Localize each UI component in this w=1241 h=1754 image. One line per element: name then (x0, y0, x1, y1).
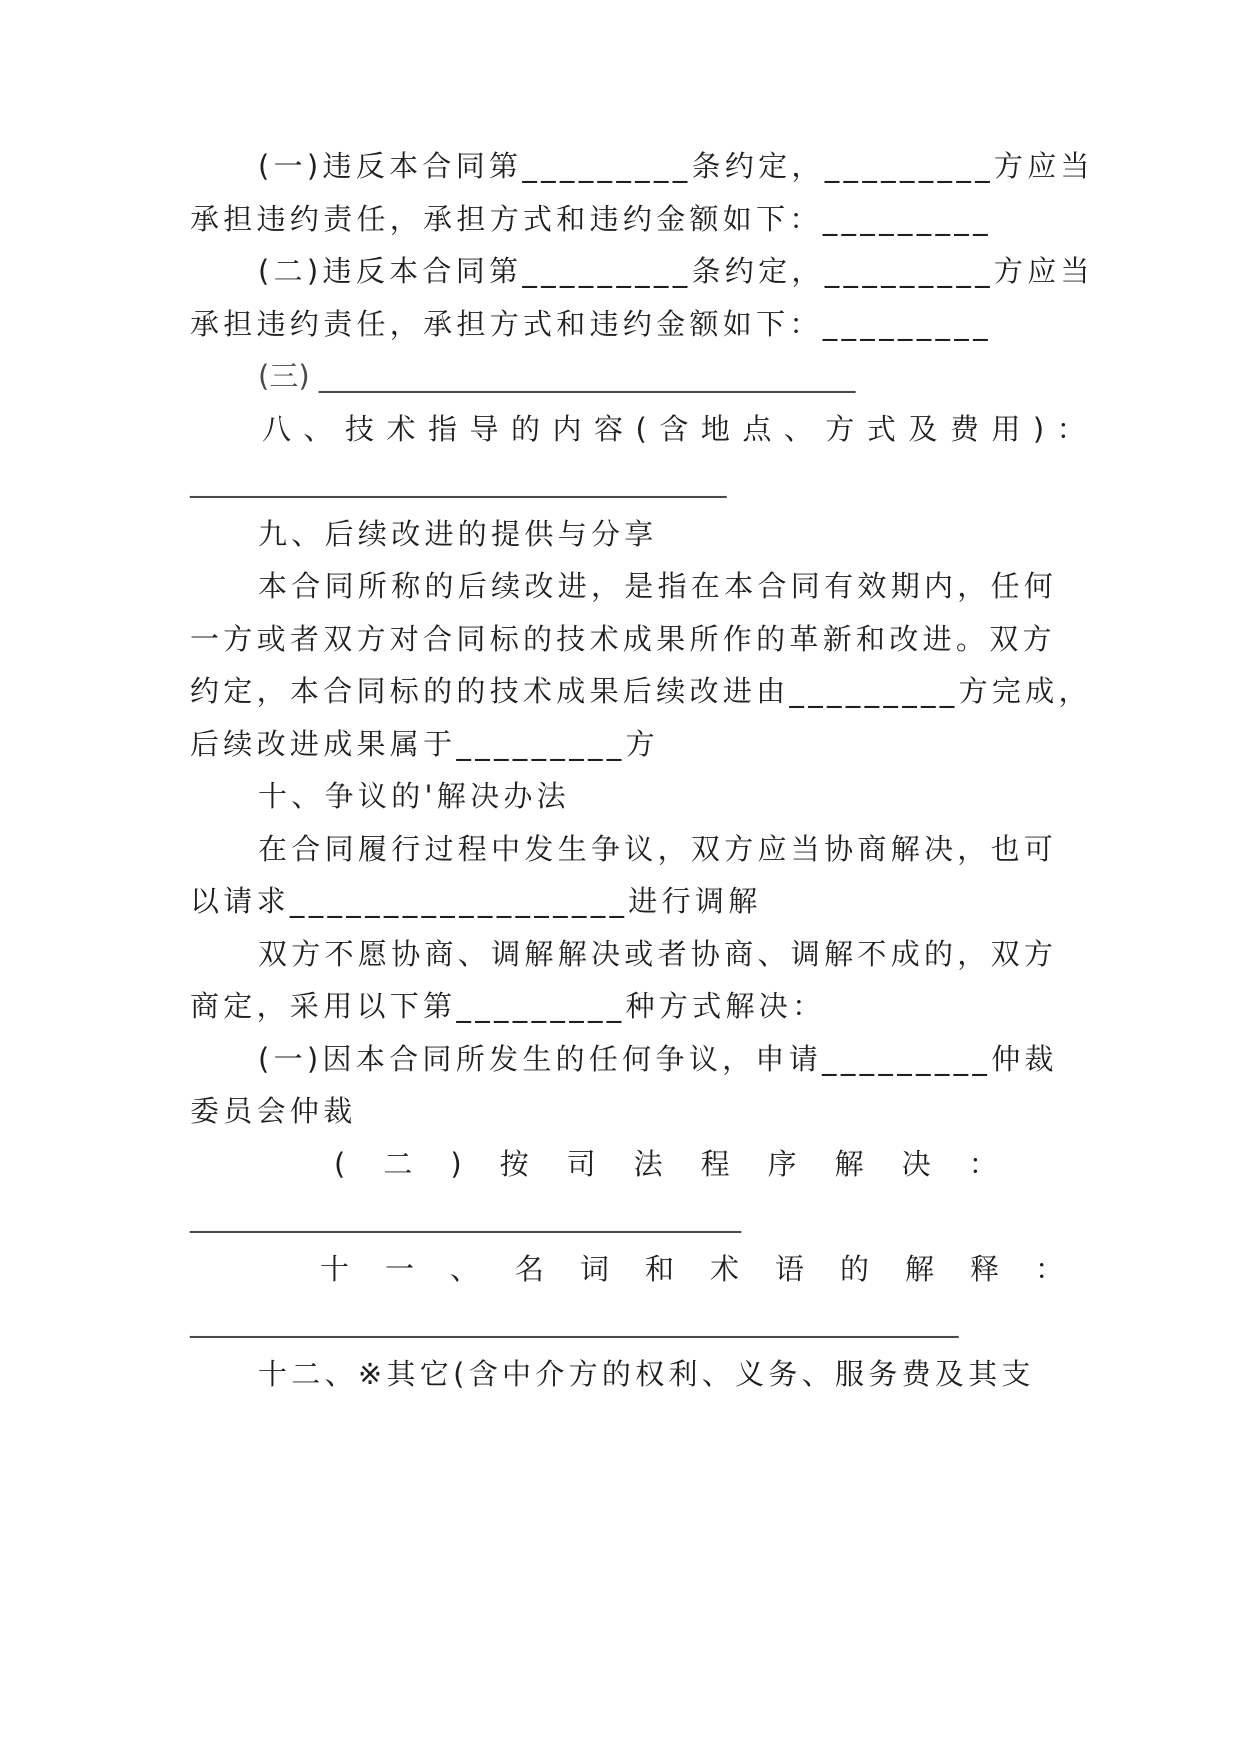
clause-7-item-1: (一)违反本合同第_________条约定，_________方应当 (258, 149, 1094, 183)
section-10-para-line-2: 以请求__________________进行调解 (190, 884, 762, 918)
section-10-option-1: (一)因本合同所发生的任何争议，申请_________仲裁 (258, 1042, 1058, 1076)
section-9-para-line-2: 一方或者双方对合同标的技术成果所作的革新和改进。双方 (190, 622, 1056, 656)
section-9-para-line-3: 约定，本合同标的的技术成果后续改进由_________方完成， (190, 674, 1092, 708)
clause-7-item-1-cont: 承担违约责任，承担方式和违约金额如下：_________ (190, 202, 992, 236)
section-10-option-2-blank: ______________________________________ (190, 1199, 741, 1233)
section-12-heading: 十二、※其它(含中介方的权利、义务、服务费及其支 (258, 1357, 1035, 1391)
clause-7-item-2-cont: 承担违约责任，承担方式和违约金额如下：_________ (190, 307, 992, 341)
section-10-para2-line-2: 商定，采用以下第_________种方式解决： (190, 989, 826, 1023)
section-8-blank: _____________________________________ (190, 464, 727, 498)
section-8-heading: 八、技术指导的内容(含地点、方式及费用)： (262, 412, 1099, 446)
section-11-heading: 十一、名词和术语的解释： (320, 1252, 1101, 1286)
section-9-heading: 九、后续改进的提供与分享 (258, 517, 658, 551)
section-10-option-1-cont: 委员会仲裁 (190, 1094, 357, 1128)
section-10-para2-line-1: 双方不愿协商、调解解决或者协商、调解不成的，双方 (258, 937, 1058, 971)
section-9-para-line-4: 后续改进成果属于_________方 (190, 727, 659, 761)
section-10-heading: 十、争议的'解决办法 (258, 779, 570, 813)
clause-7-item-3: (三) _____________________________________ (258, 359, 856, 393)
section-11-blank: _____________________________________________________ (190, 1304, 959, 1338)
section-10-option-2: (二)按司法程序解决： (334, 1147, 1036, 1181)
section-9-para-line-1: 本合同所称的后续改进，是指在本合同有效期内，任何 (258, 569, 1058, 603)
section-10-para-line-1: 在合同履行过程中发生争议，双方应当协商解决，也可 (258, 832, 1058, 866)
clause-7-item-2: (二)违反本合同第_________条约定，_________方应当 (258, 254, 1094, 288)
